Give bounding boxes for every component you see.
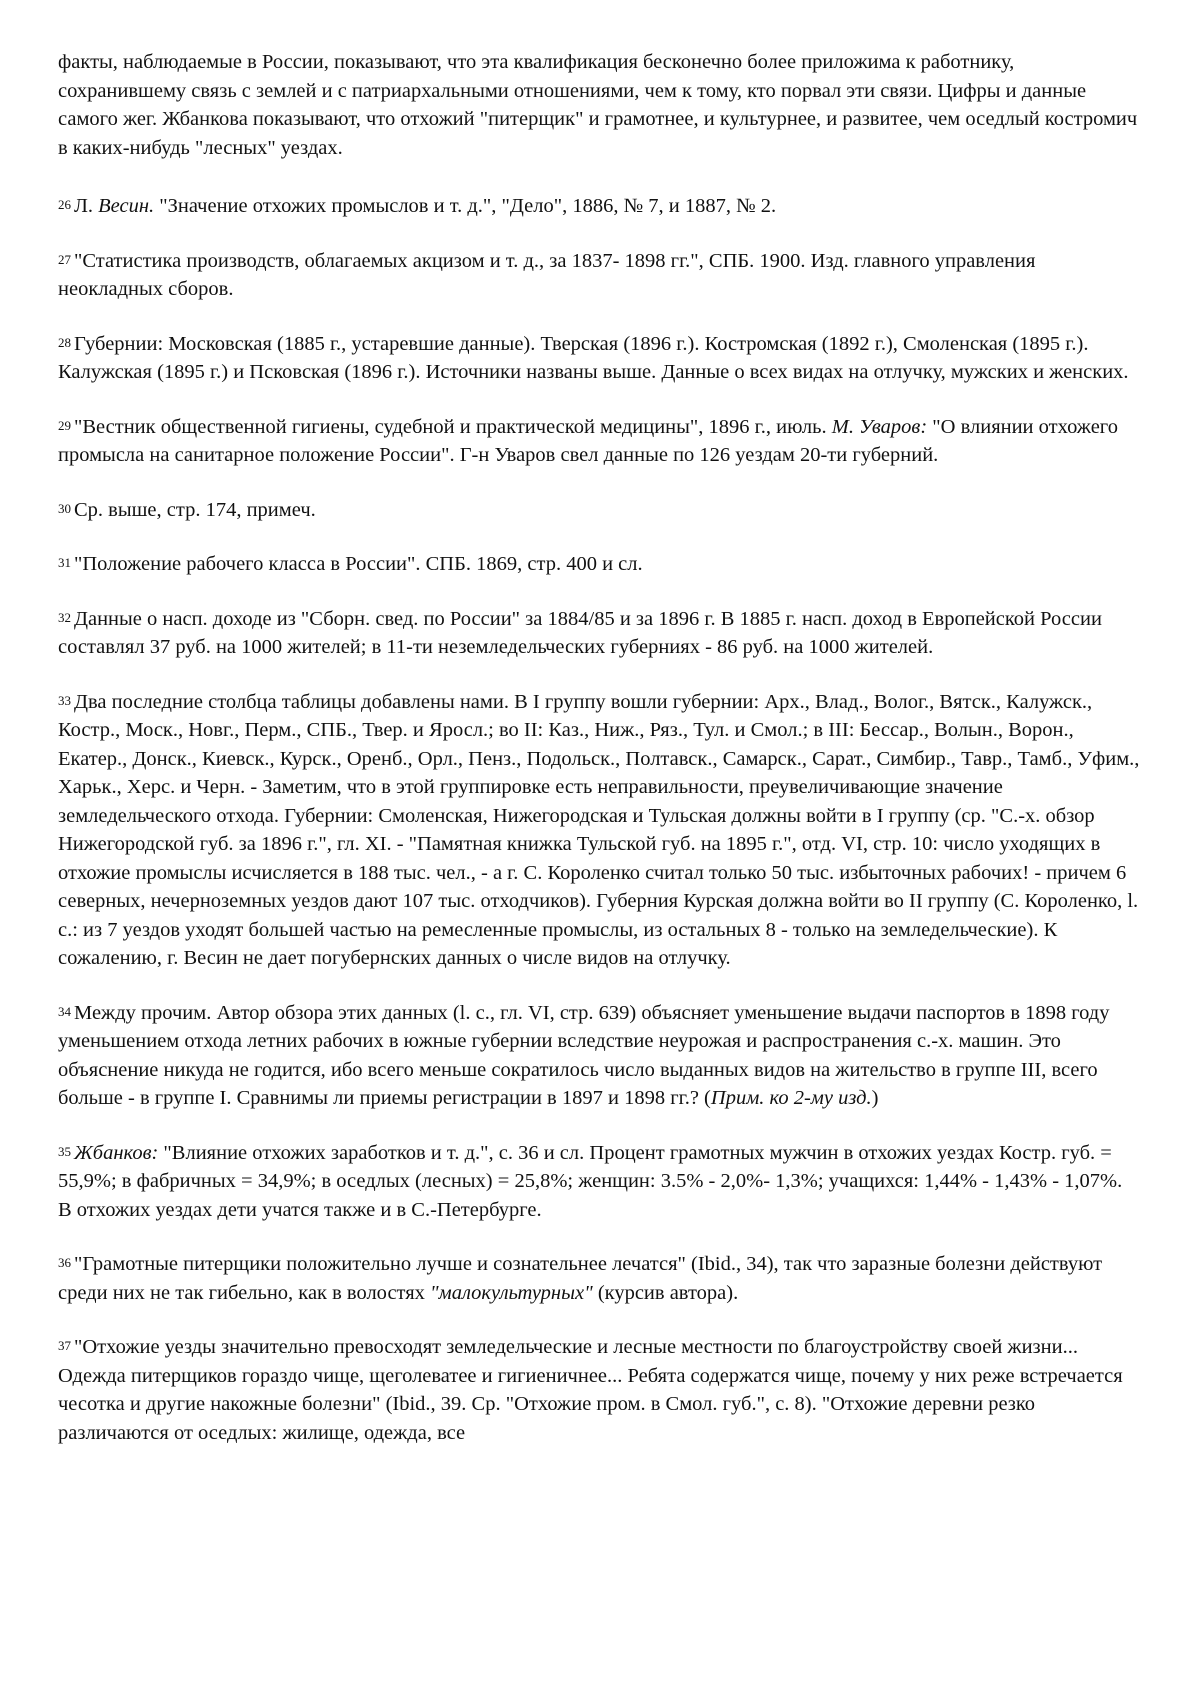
footnote-35 [58,1139,1140,1225]
footnote-31 [58,550,1140,579]
footnote-number: 37 [58,1338,71,1353]
footnote-text: "Вестник общественной гигиены, судебной и практической медицины", 1896 г., июль. [74,415,832,438]
footnote-text: Данные о насп. доходе из "Сборн. свед. по России" за 1884/85 и за 1896 г. В 1885 г. насп. доход в Европейской России составлял 37 руб. на 1000 жителей; в 11-ти неземледельческих губерниях - 86 руб. на 1000 жителей. [58,607,1102,658]
footnote-text: Ср. выше, стр. 174, примеч. [74,498,316,521]
footnote-text: "Влияние отхожих заработков и т. д.", с. 36 и сл. Процент грамотных мужчин в отхожих уездах Костр. губ. = 55,9%; в фабричных = 34,9%; в оседлых (лесных) = 25,8%; женщин: 3.5% - 2,0%- 1,3%; учащихся: 1,44% - 1,43% - 1,07%. В отхожих уездах дети учатся также и в С.-Петербурге. [58,1141,1123,1221]
footnote-28 [58,330,1140,387]
footnote-italic-text: Жбанков: [74,1141,159,1164]
footnote-37 [58,1333,1140,1447]
footnote-30 [58,496,1140,525]
footnote-text: Л. [74,195,99,217]
footnote-text: "Статистика производств, облагаемых акцизом и т. д., за 1837- 1898 гг.", СПБ. 1900. Изд. главного управления неокладных сборов. [58,249,1036,300]
footnote-number: 29 [58,417,71,433]
footnote-italic-text: "малокультурных" [430,1281,593,1304]
footnote-text: "Отхожие уезды значительно превосходят земледельческие и лесные местности по благоустройству своей жизни... Одежда питерщиков гораздо чище, щеголеватее и гигиеничнее... Ребята содержатся чище, почему у них реже встречается чесотка и другие накожные болезни" (Ibid., 39. Ср. "Отхожие пром. в Смол. губ.", с. 8). "Отхожие деревни резко различаются от оседлых: жилище, одежда, все [58,1336,1123,1444]
footnote-number: 31 [58,555,71,570]
footnote-text: "О влиянии отхожего промысла на санитарное положение России". Г-н Уваров свел данные по 126 уездам 20-ти губерний. [58,415,1118,466]
footnote-text: "Значение отхожих промыслов и т. д.", "Дело", 1886, № 7, и 1887, № 2. [154,195,777,217]
footnote-number: 34 [58,1003,71,1019]
footnote-number: 30 [58,500,71,516]
footnote-29 [58,413,1140,470]
footnote-33 [58,688,1140,973]
footnote-text: Два последние столбца таблицы добавлены нами. В I группу вошли губернии: Арх., Влад., Волог., Вятск., Калужск., Костр., Моск., Новг., Перм., СПБ., Твер. и Яросл.; во II: Каз., Ниж., Ряз., Тул. и Смол.; в III: Бессар., Волын., Ворон., Екатер., Донск., Киевск., Курск., Оренб., Орл., Пенз., Подольск., Полтавск., Самарск., Сарат., Симбир., Тавр., Тамб., Уфим., Харьк., Херс. и Черн. - Заметим, что в этой группировке есть неправильности, преувеличивающие значение земледельческого отхода. Губернии: Смоленская, Нижегородская и Тульская должны войти в I группу (ср. "С.-х. обзор Нижегородской губ. за 1896 г.", гл. XI. - "Памятная книжка Тульской губ. на 1895 г.", отд. VI, стр. 10: число уходящих в отхожие промыслы исчисляется в 188 тыс. чел., - а г. С. Короленко считал только 50 тыс. избыточных рабочих! - причем 6 северных, нечерноземных уездов дают 107 тыс. отходчиков). Губерния Курская должна войти во II группу (С. Короленко, l. с.: из 7 уездов уходят большей частью на ремесленные промыслы, из остальных 8 - только на земледельческие). К сожалению, г. Весин не дает погубернских данных о числе видов на отлучку. [58,690,1140,969]
footnote-text: ) [871,1087,879,1109]
footnote-number: 26 [58,197,71,212]
footnote-number: 27 [58,251,71,267]
footnote-text: "Грамотные питерщики положительно лучше и сознательнее лечатся" (Ibid., 34), так что заразные болезни действуют среди них не так гибельно, как в волостях [58,1253,1103,1304]
footnote-text: Губернии: Московская (1885 г., устаревшие данные). Тверская (1896 г.). Костромская (1892 г.), Смоленская (1895 г.). Калужская (1895 г.) и Псковская (1896 г.). Источники названы выше. Данные о всех видах на отлучку, мужских и женских. [58,332,1129,383]
footnote-32 [58,605,1140,662]
footnotes-list [58,192,1140,1447]
footnote-number: 35 [58,1143,71,1159]
footnote-italic-text: М. Уваров: [831,415,928,438]
footnote-text: (курсив автора). [592,1281,739,1304]
footnote-number: 32 [58,609,71,625]
footnote-italic-text: Прим. ко 2-му изд. [710,1087,872,1109]
footnote-number: 36 [58,1255,71,1270]
footnote-27 [58,247,1140,304]
footnote-26 [58,192,1140,221]
intro-paragraph: факты, наблюдаемые в России, показывают, что эта квалификация бесконечно более приложима к работнику, сохранившему связь с землей и с патриархальными отношениями, чем к тому, кто порвал эти связи. Цифры и данные самого жег. Жбанкова показывают, что отхожий "питерщик" и грамотнее, и культурнее, и развитее, чем оседлый костромич в каких-нибудь "лесных" уездах. [58,51,1138,159]
footnote-36 [58,1250,1140,1307]
footnote-number: 33 [58,692,71,708]
footnote-text: Между прочим. Автор обзора этих данных (l. с., гл. VI, стр. 639) объясняет уменьшение выдачи паспортов в 1898 году уменьшением отхода летних рабочих в южные губернии вследствие неурожая и распространения с.-х. машин. Это объяснение никуда не годится, ибо всего меньше сократилось число выданных видов на жительство в группе III, всего больше - в группе I. Сравнимы ли приемы регистрации в 1897 и 1898 гг.? ( [58,1001,1110,1109]
footnote-34 [58,999,1140,1113]
footnote-italic-text: Весин. [98,195,155,217]
footnote-number: 28 [58,334,71,350]
footnote-text: "Положение рабочего класса в России". СПБ. 1869, стр. 400 и сл. [74,553,643,575]
